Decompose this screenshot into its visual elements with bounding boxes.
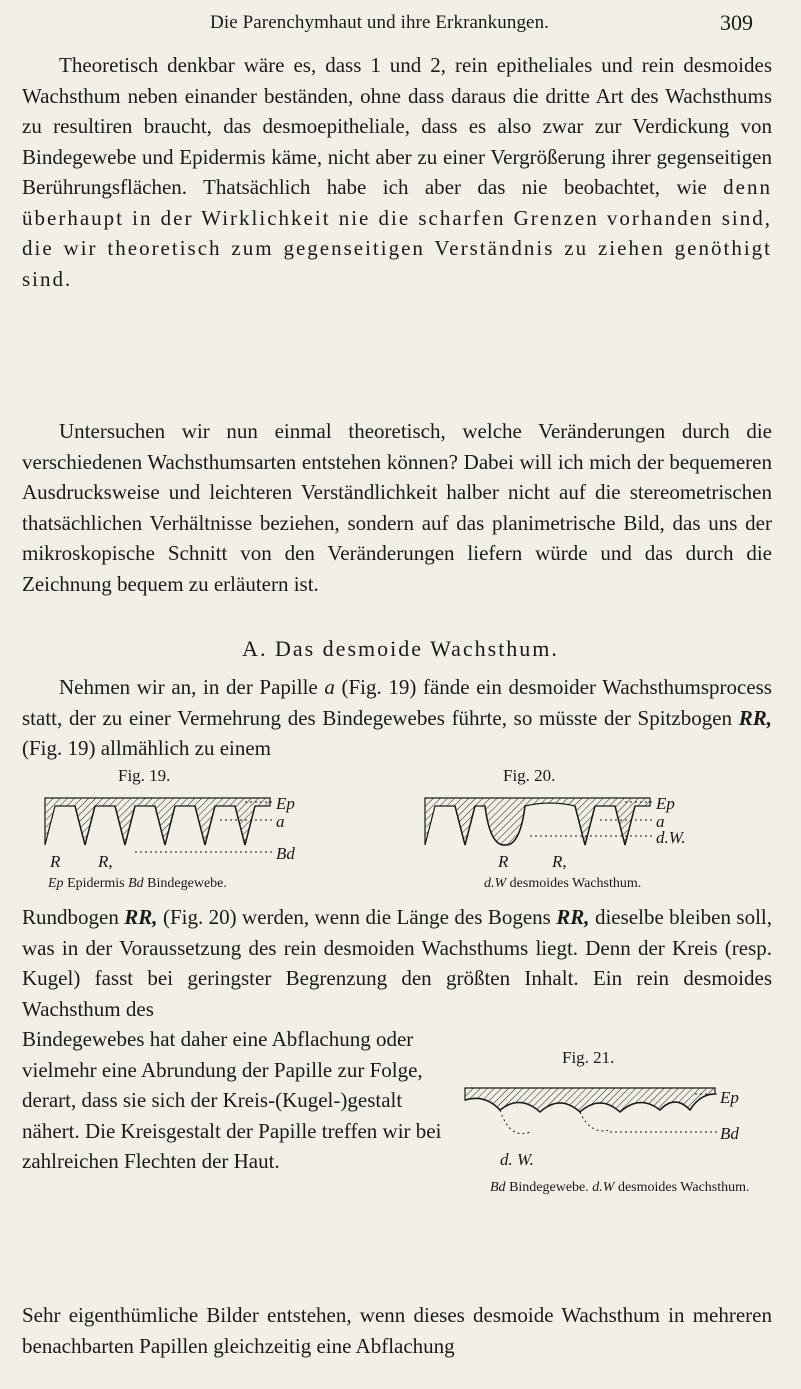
fig19-legend xyxy=(48,876,227,892)
paragraph-3 xyxy=(22,672,772,764)
paragraph-3-rr: RR, xyxy=(738,705,772,730)
fig21-legend xyxy=(490,1180,750,1196)
fig19-label-r: R xyxy=(50,852,61,871)
fig21-legend-dw-text: desmoides Wachsthum. xyxy=(614,1180,750,1195)
paragraph-3-text-c: (Fig. 19) allmählich zu einem xyxy=(22,736,272,760)
paragraph-3-text-a: Nehmen wir an, in der Papille xyxy=(59,675,325,699)
fig19-legend-ep-text: Epidermis xyxy=(63,876,129,891)
fig21-label-bd: Bd xyxy=(720,1124,739,1143)
fig20-label-dw: d.W. xyxy=(656,828,686,847)
fig19-label-r1: R, xyxy=(98,852,113,871)
paragraph-2: Untersuchen wir nun einmal theoretisch, welche Veränderungen durch die verschiedenen Wachsthumsarten entstehen können? Dabei will ich mich der bequemeren Ausdrucksweise und leichteren Verständlichkeit halber nicht auf die stereometrischen thatsächlichen Verhältnisse beziehen, sondern auf das planimetrische Bild, das uns der mikroskopische Schnitt von den Veränderungen liefern würde und das durch die Zeichnung bequem zu erläutern ist. xyxy=(22,419,772,596)
paragraph-4-rr2: RR, xyxy=(556,905,590,929)
running-header xyxy=(0,0,801,40)
fig19-caption: Fig. 19. xyxy=(118,766,171,785)
paragraph-4-text-a: Rundbogen xyxy=(22,905,125,929)
paragraph-4-continuation: Bindegewebes hat daher eine Abflachung oder vielmehr eine Abrundung der Papille zur Folge, derart, dass sie sich der Kreis-(Kugel-)gestalt nähert. Die Kreisgestalt der Papille treffen wir bei zahlreichen Flechten der Haut. xyxy=(22,1027,442,1173)
running-title: Die Parenchymhaut und ihre Erkrankungen. xyxy=(210,12,550,33)
fig20-label-a: a xyxy=(656,812,665,831)
paragraph-1-spaced-text: denn überhaupt in der Wirklichkeit nie die scharfen Grenzen vorhanden sind, die wir theoretisch zum gegenseitigen Verständnis zu ziehen genöthigt sind. xyxy=(22,175,772,291)
fig19-label-a: a xyxy=(276,812,285,831)
fig19-legend-bd: Bd xyxy=(128,876,144,891)
fig21-caption: Fig. 21. xyxy=(562,1048,615,1067)
fig20-label-r: R xyxy=(498,852,509,871)
paragraph-4 xyxy=(22,902,772,1024)
paragraph-1 xyxy=(22,50,772,294)
paragraph-3-papille-a: a xyxy=(324,675,335,699)
section-heading: A. Das desmoide Wachsthum. xyxy=(242,636,559,661)
fig20-legend xyxy=(484,876,641,892)
page-number: 309 xyxy=(720,10,753,35)
fig19-label-ep: Ep xyxy=(276,794,295,813)
fig21-legend-bd-text: Bindegewebe. xyxy=(505,1180,593,1195)
fig21-legend-dw: d.W xyxy=(592,1180,615,1195)
paragraph-1-text: Theoretisch denkbar wäre es, dass 1 und 2, rein epitheliales und rein desmoides Wachsthum neben einander beständen, ohne dass daraus die dritte Art des Wachsthums zu resultiren braucht, das desmoepitheliale, dass es also zwar zur Verdickung von Bindegewebe und Epidermis käme, nicht aber zu einer Vergrößerung ihrer gegenseitigen Berührungsflächen. Thatsächlich habe ich aber das nie beobachtet, wie xyxy=(22,53,772,199)
fig21-legend-bd: Bd xyxy=(490,1180,506,1195)
fig21-label-ep: Ep xyxy=(720,1088,739,1107)
fig20-label-ep: Ep xyxy=(656,794,675,813)
paragraph-4-rr: RR, xyxy=(124,905,158,929)
fig20-legend-dw-text: desmoides Wachsthum. xyxy=(506,876,642,891)
paragraph-5: Sehr eigenthümliche Bilder entstehen, wenn dieses desmoide Wachsthum in mehreren benachbarten Papillen gleichzeitig eine Abflachung xyxy=(22,1303,772,1358)
fig20-legend-dw: d.W xyxy=(484,876,507,891)
fig19-legend-ep: Ep xyxy=(48,876,64,891)
fig21-label-dw: d. W. xyxy=(500,1150,534,1169)
paragraph-4-text-b: (Fig. 20) werden, wenn die Länge des Bogens xyxy=(157,905,557,929)
paragraph-4-text-c: dieselbe bleiben soll, was in der Voraussetzung des rein desmoiden Wachsthums liegt. Denn der Kreis (resp. Kugel) fasst bei geringster Begrenzung den größten Inhalt. Ein rein desmoides Wachsthum des xyxy=(22,905,773,1021)
fig20-label-r1: R, xyxy=(552,852,567,871)
fig19-label-bd: Bd xyxy=(276,844,295,863)
paragraph-3-text-b: (Fig. 19) fände ein desmoider Wachsthumsprocess statt, der zu einer Vermehrung des Bindegewebes führte, so müsste der Spitzbogen xyxy=(22,675,772,730)
fig20-caption: Fig. 20. xyxy=(503,766,556,785)
fig19-legend-bd-text: Bindegewebe. xyxy=(143,876,227,891)
